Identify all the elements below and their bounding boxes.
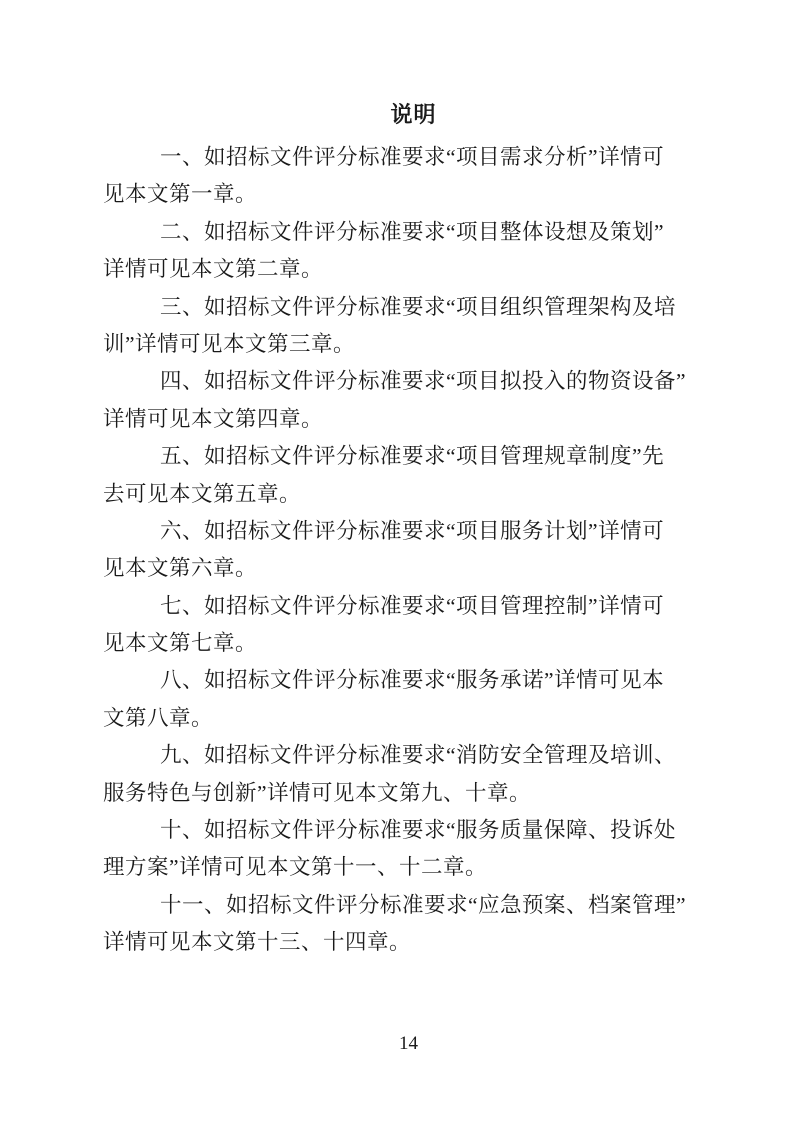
paragraph xyxy=(103,214,703,289)
paragraph xyxy=(103,363,703,438)
paragraph-line: 三、如招标文件评分标准要求“项目组织管理架构及培 xyxy=(160,294,677,319)
paragraph-line: 七、如招标文件评分标准要求“项目管理控制”详情可 xyxy=(160,593,665,618)
paragraph-line: 九、如招标文件评分标准要求“消防安全管理及培训、 xyxy=(160,743,677,768)
paragraph xyxy=(103,588,703,663)
document-body xyxy=(103,139,703,962)
paragraph-line: 二、如招标文件评分标准要求“项目整体设想及策划” xyxy=(160,219,665,244)
paragraph-line: 十、如招标文件评分标准要求“服务质量保障、投诉处 xyxy=(160,818,677,843)
paragraph-line: 见本文第一章。 xyxy=(103,182,258,207)
page-number: 14 xyxy=(399,1033,418,1054)
paragraph xyxy=(103,812,703,887)
page-title: 说明 xyxy=(390,102,437,127)
paragraph-line: 详情可见本文第二章。 xyxy=(103,257,324,282)
paragraph-line: 六、如招标文件评分标准要求“项目服务计划”详情可 xyxy=(160,518,665,543)
paragraph-line: 详情可见本文第四章。 xyxy=(103,406,324,431)
paragraph xyxy=(103,887,703,962)
paragraph xyxy=(103,139,703,214)
paragraph xyxy=(103,438,703,513)
paragraph-line: 八、如招标文件评分标准要求“服务承诺”详情可见本 xyxy=(160,668,665,693)
paragraph-line: 去可见本文第五章。 xyxy=(103,481,302,506)
paragraph-line: 文第八章。 xyxy=(103,705,214,730)
paragraph-line: 见本文第六章。 xyxy=(103,556,258,581)
paragraph-line: 五、如招标文件评分标准要求“项目管理规章制度”先 xyxy=(160,444,665,469)
paragraph xyxy=(103,737,703,812)
paragraph-line: 服务特色与创新”详情可见本文第九、十章。 xyxy=(103,780,532,805)
paragraph xyxy=(103,513,703,588)
paragraph xyxy=(103,289,703,364)
paragraph-line: 一、如招标文件评分标准要求“项目需求分析”详情可 xyxy=(160,145,665,169)
paragraph-line: 理方案”详情可见本文第十一、十二章。 xyxy=(103,855,488,880)
paragraph-line: 四、如招标文件评分标准要求“项目拟投入的物资设备” xyxy=(160,369,687,394)
paragraph-line: 十一、如招标文件评分标准要求“应急预案、档案管理” xyxy=(160,892,687,917)
paragraph-line: 训”详情可见本文第三章。 xyxy=(103,331,356,356)
paragraph-line: 详情可见本文第十三、十四章。 xyxy=(103,930,412,955)
paragraph xyxy=(103,662,703,737)
paragraph-line: 见本文第七章。 xyxy=(103,631,258,656)
